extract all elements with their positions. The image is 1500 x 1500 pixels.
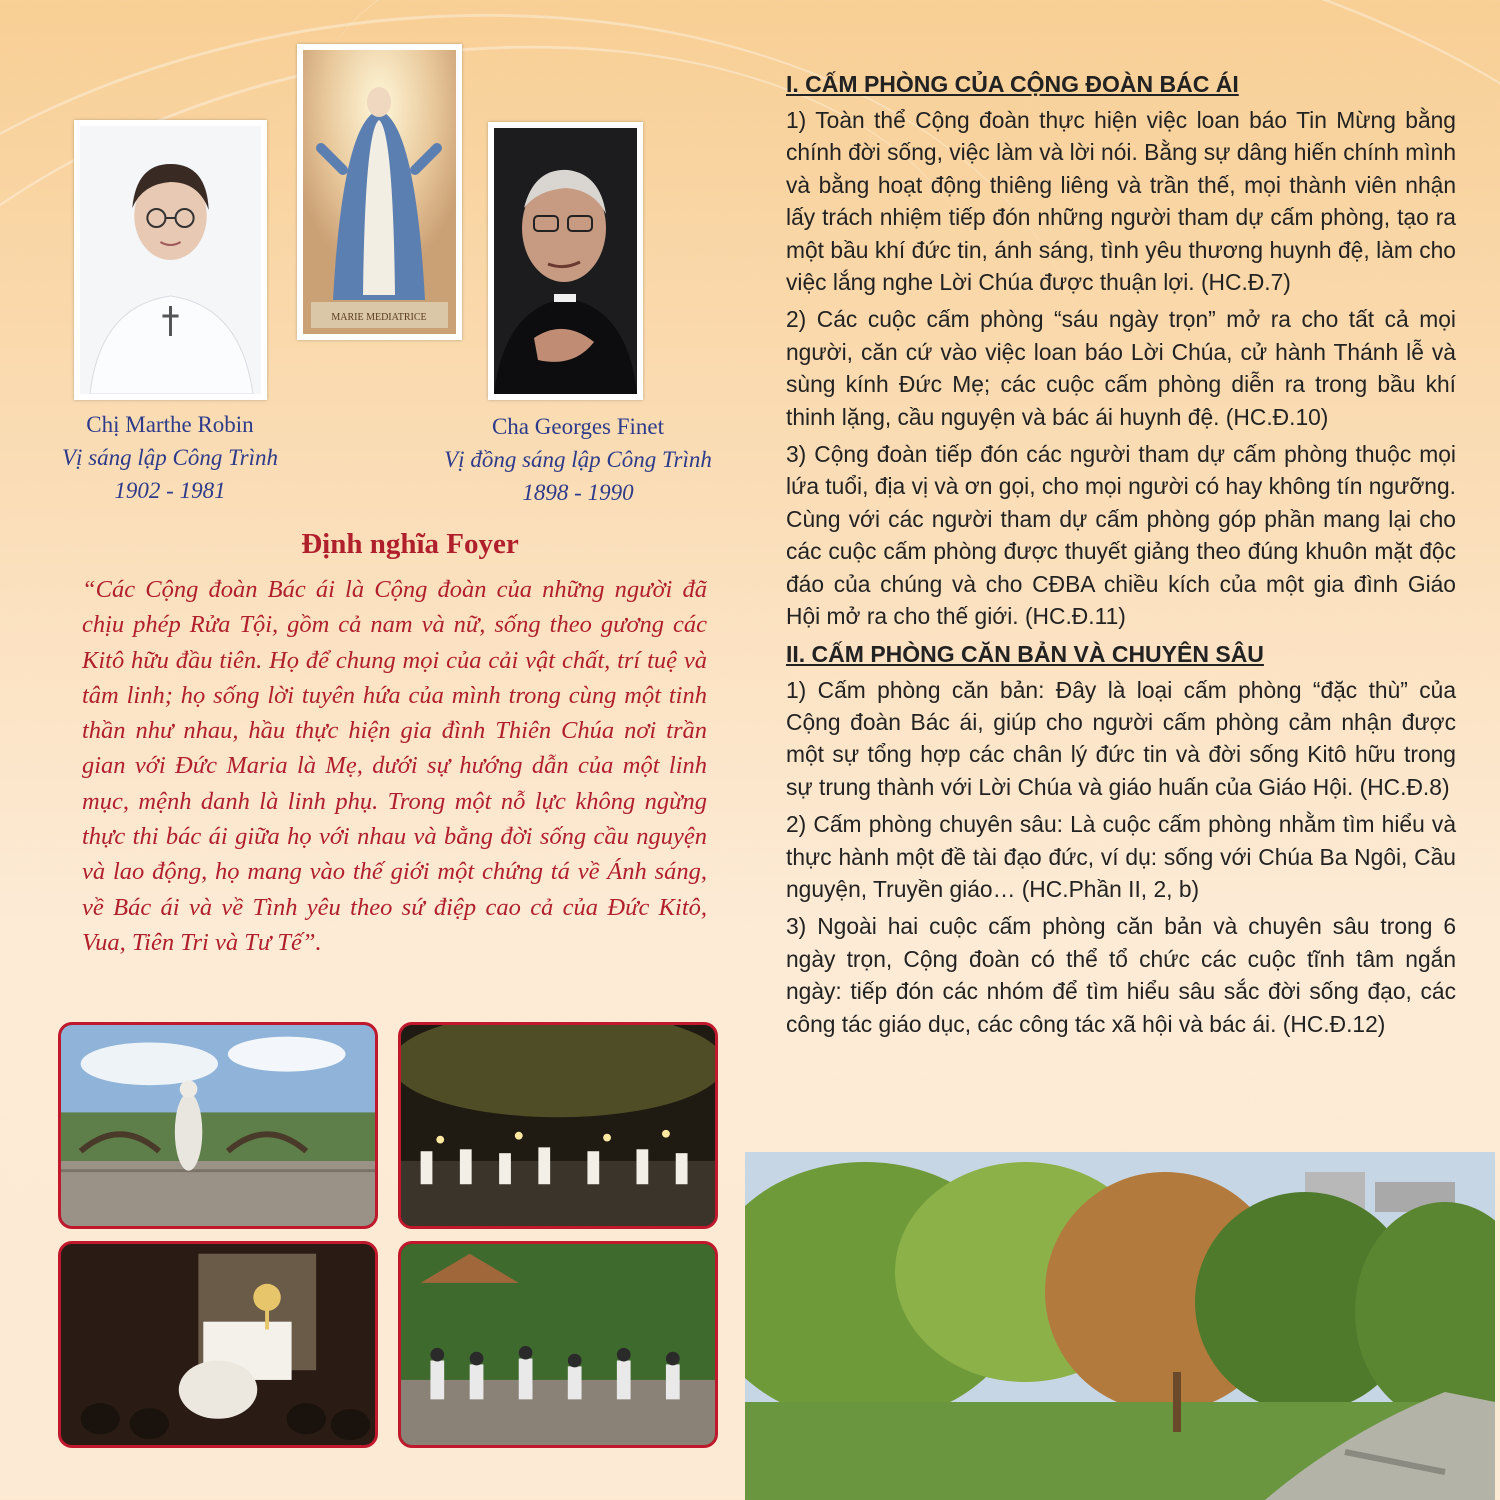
portrait-years: 1902 - 1981 xyxy=(114,478,226,503)
section-1-heading: I. CẤM PHÒNG CỦA CỘNG ĐOÀN BÁC ÁI xyxy=(786,71,1239,97)
photo-garden-landscape xyxy=(745,1152,1495,1500)
portrait-name: Chị Marthe Robin xyxy=(86,412,254,437)
caption-marthe-robin xyxy=(40,408,300,507)
section-1-paragraph: 1) Toàn thể Cộng đoàn thực hiện việc loan báo Tin Mừng bằng chính đời sống, việc làm và lời nói. Bằng sự dâng hiến chính mình và bằng hoạt động thiêng liêng và trần thế, mọi thành viên nhận lấy trách nhiệm tiếp đón những người tham dự cấm phòng, tạo ra một bầu khí đức tin, ánh sáng, tình yêu thương huynh đệ, làm cho việc lắng nghe Lời Chúa được thuận lợi. (HC.Đ.7) xyxy=(786,107,1456,296)
section-1-paragraph: 2) Các cuộc cấm phòng “sáu ngày trọn” mở ra cho tất cả mọi người, căn cứ vào việc loan báo Lời Chúa, cử hành Thánh lễ và sùng kính Đức Mẹ; các cuộc cấm phòng diễn ra trong bầu khí thinh lặng, cầu nguyện và bác ái huynh đệ. (HC.Đ.10) xyxy=(786,306,1456,430)
mary-label: MARIE MEDIATRICE xyxy=(331,312,427,323)
section-2-paragraph: 3) Ngoài hai cuộc cấm phòng căn bản và chuyên sâu trong 6 ngày trọn, Cộng đoàn có thể tổ chức các cuộc tĩnh tâm ngắn ngày: tiếp đón các nhóm để tìm hiểu sâu sắc đời sống đạo, các công tác giáo dục, các công tác xã hội và bác ái. (HC.Đ.12) xyxy=(786,913,1456,1037)
section-2-heading: II. CẤM PHÒNG CĂN BẢN VÀ CHUYÊN SÂU xyxy=(786,640,1264,667)
portrait-name: Cha Georges Finet xyxy=(491,414,665,439)
portrait-role: Vị sáng lập Công Trình xyxy=(62,445,278,470)
section-2-paragraph: 1) Cấm phòng căn bản: Đây là loại cấm phòng “đặc thù” của Cộng đoàn Bác ái, giúp cho người cấm phòng cảm nhận được một sự tổng hợp các chân lý đức tin và đời sống Kitô hữu trong sự trung thành với Lời Chúa và giáo huấn của Giáo Hội. (HC.Đ.8) xyxy=(786,676,1456,800)
section-2-paragraph: 2) Cấm phòng chuyên sâu: Là cuộc cấm phòng nhằm tìm hiểu và thực hành một đề tài đạo đức, ví dụ: sống với Chúa Ba Ngôi, Cầu nguyện, Truyền giáo… (HC.Phần II, 2, b) xyxy=(786,811,1456,902)
image-mary-mediatrix xyxy=(297,44,462,340)
portrait-years: 1898 - 1990 xyxy=(522,480,634,505)
definition-title: Định nghĩa Foyer xyxy=(301,528,519,560)
section-1-paragraph: 3) Cộng đoàn tiếp đón các người tham dự cấm phòng thuộc mọi lứa tuổi, địa vị và ơn gọi, cho mọi người có hay không tín ngưỡng. Cùng với các người tham dự cấm phòng góp phần mang lại cho các cuộc cấm phòng được thuyết giảng theo đúng khuôn mặt độc đáo của chúng và cho CĐBA chiều kích của một gia đình Giáo Hội mở ra cho thế giới. (HC.Đ.11) xyxy=(786,441,1456,630)
retreat-text-column xyxy=(786,68,1456,1045)
photo-outdoor-gathering xyxy=(398,1241,718,1448)
photo-statue-garden xyxy=(58,1022,378,1229)
photo-chapel-adoration xyxy=(58,1241,378,1448)
portrait-role: Vị đồng sáng lập Công Trình xyxy=(444,447,712,472)
caption-georges-finet xyxy=(428,410,728,509)
portrait-marthe-robin xyxy=(74,120,267,400)
portrait-georges-finet xyxy=(488,122,643,400)
definition-quote: “Các Cộng đoàn Bác ái là Cộng đoàn của những người đã chịu phép Rửa Tội, gồm cả nam và nữ, sống theo gương các Kitô hữu đầu tiên. Họ để chung mọi của cải vật chất, trí tuệ và tâm linh; họ sống lời tuyên hứa của mình trong cùng một tinh thần như nhau, hầu thực hiện gia đình Thiên Chúa nơi trần gian với Đức Maria là Mẹ, dưới sự hướng dẫn của một linh mục, mệnh danh là linh phụ. Trong một nỗ lực không ngừng thực thi bác ái giữa họ với nhau và bằng đời sống cầu nguyện và lao động, họ mang vào thế giới một chứng tá về Ánh sáng, về Bác ái và về Tình yêu theo sứ điệp cao cả của Đức Kitô, Vua, Tiên Tri và Tư Tế”. xyxy=(82,576,707,956)
photo-night-procession xyxy=(398,1022,718,1229)
